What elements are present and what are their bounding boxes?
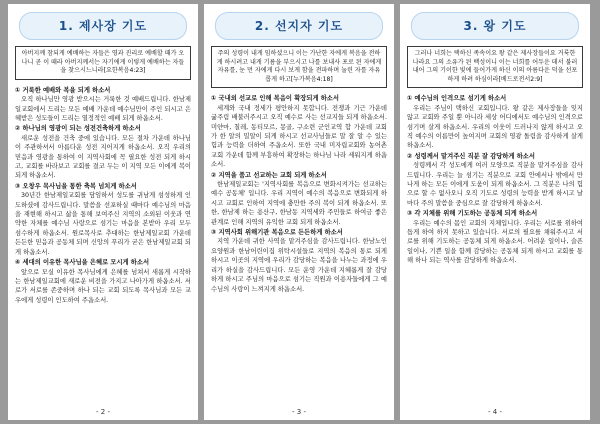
prayer-item [407, 152, 583, 208]
prayer-body: 우리는 주님이 택하신 교회입니다. 왕 같은 제사장들을 잊지 않고 교회와 주일 뿐 아니라 세상 어디에서도 예수님의 인격으로 섬기며 살게 하옵소서. 우리의 이웃이 드러나지 않게 하시고 오직 예수의 이름만이 높여지며 교회의 영광 돌림을 감사하게 살게 하옵소서. [407, 104, 583, 150]
prayer-heading: ④ 세대의 이유한 목사님을 은혜로 모시게 하소서 [15, 259, 150, 267]
prayer-item [407, 209, 583, 265]
prayer-heading: ① 국내외 선교로 인해 복음이 확장되게 하소서 [211, 95, 339, 103]
prayer-body: 새로운 성전을 건축 중에 있습니다. 모든 절차 가운데 하나님이 주관하셔서 아름다운 성전 지어지게 하옵소서. 오직 우리의 믿음과 영광을 통하여 이 지역사회에 꼭 필요한 성전 되게 하시고, 교회를 바라보고 교회를 결코 두는 이 지역 모든 이에게 복이 되게 하옵소서. [15, 134, 191, 180]
page-title: 1. 제사장 기도 [19, 12, 187, 40]
prayer-body: 앞으로 모실 이유한 목사님에게 은혜를 넘쳐서 새롭게 시작하는 한남제일교회에 새로운 비전을 가지고 나아가게 하옵소서. 서로가 서로를 존중하며 하나 되는 교회 되도록 목사님과 모든 교우에게 성령이 인도하여 주옵소서. [15, 268, 191, 304]
prayer-item [211, 228, 387, 294]
prayer-heading: ③ 지역사회 위해기관 복음으로 든든하게 하소서 [211, 229, 343, 237]
prayer-item [15, 258, 191, 305]
prayer-body: 지역 가운데 귀한 사역을 맡겨주심을 감사드립니다. 한남노인요양원과 한남어린이집 위탁시설들로 지역의 복음의 통로 되게 하시고 이곳의 지역에 우리가 감당하는 복음을 나누는 과정에 우리가 하실을 감사드립니다. 모든 운영 가운데 지혜롭게 잘 감당하게 하시고 주님의 마음으로 섬기는 직원과 이용자들에게 그 예수님의 사랑이 느껴지게 하옵소서. [211, 238, 387, 293]
scripture-quote: 아버지께 참되게 예배하는 자들은 영과 진리로 예배할 때가 오나니 곧 이 때라 아버지께서는 자기에게 이렇게 예배하는 자들을 찾으시느니라[요한복음4:23] [15, 46, 191, 80]
prayer-body: 30년간 한남제일교회를 담임하셔 성도를 귀남게 섬성하게 인도하셨에 감사드립니다. 말씀을 선포하실 때마다 예수님의 마음을 재현해 하시고 삶을 통해 보여주신 지역의 소외된 이웃과 연약한 자체를 예수님 사랑으로 섬기는 마음을 본받아 우리 모두 섬수하게 하옵소서. 원로목사로 추대하는 한남제일교회 가운데 든든한 믿음과 공동체 되며 신앙의 푸리가 굳은 한남제일교회 되게 하옵소서. [15, 192, 191, 256]
page-1 [8, 4, 198, 420]
page-number: - 2 - [96, 408, 110, 416]
prayer-heading: ③ 각 지체를 위해 기도하는 공동체 되게 하소서 [407, 210, 538, 218]
scripture-quote: 주의 성령이 내게 임하셨으니 이는 가난한 자에게 복음을 전하게 하시려고 내게 기름을 부으시고 나를 보내사 포로 된 자에게 자유를, 눈 먼 자에게 다시 보게 함을 전파하며 눌린 자를 자유롭게 하고[누가복음4:18] [211, 46, 387, 88]
prayer-item [211, 171, 387, 227]
prayer-item [15, 124, 191, 180]
page-title: 2. 선지자 기도 [215, 12, 383, 40]
page-number: - 4 - [488, 408, 502, 416]
page-number: - 3 - [292, 408, 306, 416]
prayer-item [407, 94, 583, 150]
prayer-heading: ② 지역을 품고 선교하는 교회 되게 하소서 [211, 171, 327, 179]
page-2 [204, 4, 394, 420]
prayer-body: 우리는 예수의 몸인 교회의 지체입니다. 우리는 서로를 위하여 돕게 하여 하지 못하고 있습니다. 서로의 필요를 채워주시고 서로를 위해 기도하는 공동체 되게 하옵소서. 어려운 일이나, 슬픈 일이나, 기쁜 일을 함께 감당하는 공동체 되게 하시고 교회를 통해 하나 되는 역사를 감당하게 하옵소서. [407, 219, 583, 265]
prayer-body: 세계와 국내 정세가 평안하지 못합니다. 전쟁과 기근 가운데 굶주림 배불러주시고 오직 예수로 사는 선교지들 되게 하옵소서. 미얀마, 칠레, 동티모르, 몽골, 구소련 군인교역 합 가운데 교회가 한 알의 밀알이 되게 하시고 선교사님들로 말 잘 알 수 있는 힘과 능력을 더하여 주옵소서. 또한 국내 미자립교회와 농어촌 교회 가운데 함께 부흥하여 확장하는 하나님 나라 세워지게 하옵소서. [211, 104, 387, 169]
prayer-body: 오직 하나님만 영광 받으시는 거룩한 것 예배드립니다. 한남제일교회에서 드리는 모든 예배 가운데 예수님만이 주인 되시고 은혜받은 성도들이 드리는 열정적인 예배 되게 하옵소서. [15, 96, 191, 122]
prayer-heading: ② 하나님의 영광이 되는 성전건축하게 하소서 [15, 125, 141, 133]
prayer-body: 성령께서 각 성도에게 여러 모양으로 직분을 맡겨주심을 감사드립니다. 우리는 늘 섬기는 직분으로 교회 안에서나 밖에서 만나게 하는 모든 이에게 도움이 되게 하옵소서. 그 직분은 나의 힘으로 할 수 없사오니 오직 기도로 성령의 능력을 받게 하시고 날마다 주의 말씀을 중심으로 잘 감당하게 하옵소서. [407, 162, 583, 207]
scripture-quote: 그러나 너희는 택하신 족속이요 왕 같은 제사장들이요 거룩한 나라요 그의 소유가 된 백성이니 이는 너희를 어두운 데서 불러 내어 그의 기이한 빛에 들어가게 하신 이의 아름다운 덕을 선포하게 하려 하심이라[베드로전서2:9] [407, 46, 583, 88]
prayer-body: 한남제일교회는 '지역사회를 복음으로 변화시켜가는 선교하는 예수 공동체' 입니다. 우리 지역이 예수의 복음으로 변화되게 하시고 교회로 인하여 지역에 충만한 주의 복이 되게 하옵소서. 또한, 한남제 하는 용산구, 한남동 지역세와 주민들로 하여금 좋은 관계로 인해 지역의 유익한 교회 되게 하옵소서. [211, 181, 387, 226]
prayer-item [15, 86, 191, 124]
prayer-heading: ① 거룩한 예배와 복을 되게 하소서 [15, 86, 111, 94]
prayer-item [211, 94, 387, 169]
prayer-heading: ① 예수님의 인격으로 섬기게 하소서 [407, 95, 507, 103]
page-title: 3. 왕 기도 [411, 12, 579, 40]
prayer-heading: ② 성령께서 맡겨주신 직분 잘 감당하게 하소서 [407, 152, 535, 160]
prayer-item [15, 182, 191, 257]
prayer-heading: ③ 오창우 목사님을 통한 축복 넘치게 하소서 [15, 182, 137, 190]
page-3 [400, 4, 590, 420]
